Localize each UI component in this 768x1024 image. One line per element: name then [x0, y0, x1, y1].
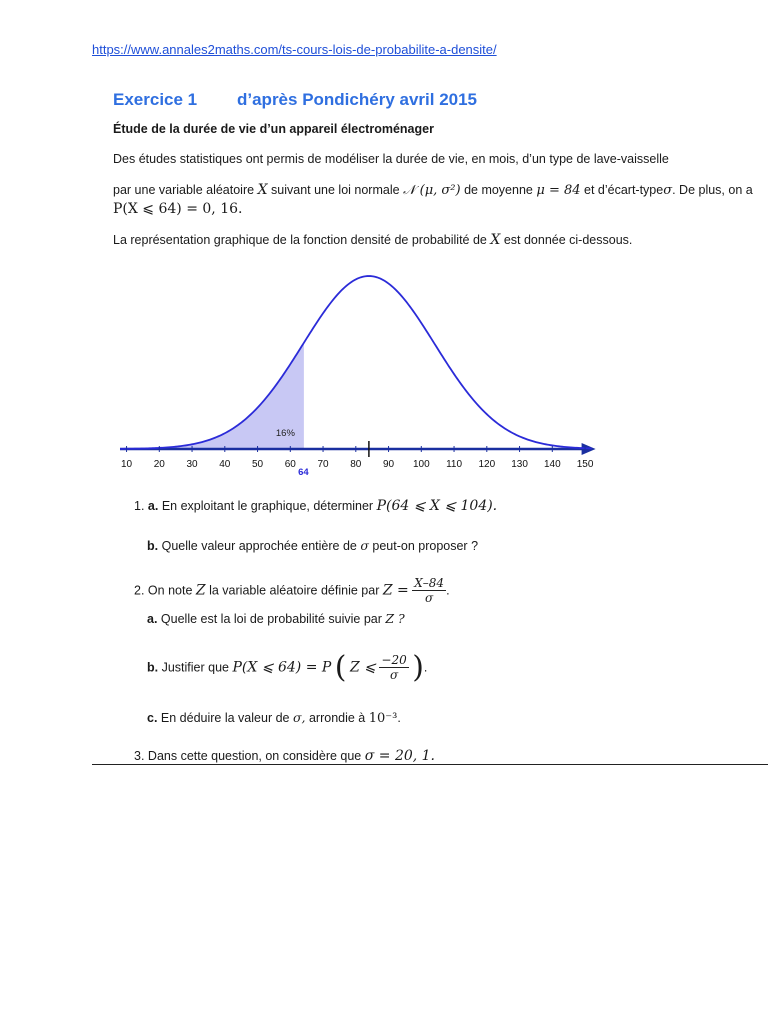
math-x: X [257, 182, 268, 198]
shaded-area-label: 16% [275, 428, 295, 439]
question-text: Quelle valeur approchée entière de [161, 539, 357, 553]
fraction-threshold [379, 653, 408, 682]
period: . [423, 660, 428, 675]
subquestion-letter: a. [147, 612, 158, 626]
intro-line-3: P(X ⩽ 64) = 0, 16. [113, 201, 243, 217]
subquestion-letter: b. [147, 539, 159, 553]
intro-line-2 [113, 182, 753, 198]
question-text: peut-on proposer ? [372, 539, 479, 553]
math-z: Z ? [385, 611, 405, 626]
density-curve [120, 276, 592, 449]
math-precision: 10⁻³ [368, 711, 398, 726]
math-sigma: σ [360, 538, 369, 553]
fraction-numerator: −20 [381, 653, 407, 667]
intro-text: de moyenne [464, 183, 533, 197]
exercise-source: d’après Pondichéry avril 2015 [237, 90, 478, 109]
x-tick-label: 10 [120, 459, 133, 470]
question-text: En exploitant le graphique, déterminer [161, 499, 374, 513]
x-tick-label: 70 [317, 459, 329, 470]
subquestion-letter: b. [147, 660, 159, 675]
fraction-numerator: X–84 [414, 576, 445, 590]
page-divider [92, 764, 768, 765]
intro-text: et d’écart-type [584, 183, 664, 197]
marker-label-64: 64 [298, 467, 309, 478]
math-probability: P(X ⩽ 64) = P [232, 659, 332, 676]
intro-text: suivant une loi normale [271, 183, 400, 197]
intro-text: est donnée ci-dessous. [503, 233, 633, 247]
x-tick-label: 40 [219, 459, 231, 470]
question-3 [134, 748, 435, 764]
x-tick-label: 80 [350, 459, 362, 470]
subquestion-letter: c. [147, 711, 158, 725]
math-normal-law: 𝒩 (μ, σ²) [403, 183, 461, 198]
math-sigma-value: σ = 20, 1. [364, 748, 436, 764]
question-text: On note [147, 583, 193, 598]
x-tick-label: 140 [543, 459, 561, 470]
question-text: arrondie à [308, 711, 366, 725]
math-sigma: σ [663, 183, 673, 198]
x-tick-label: 30 [186, 459, 198, 470]
source-link[interactable]: https://www.annales2maths.com/ts-cours-lois-de-probabilite-a-densite/ [92, 42, 497, 57]
x-tick-label: 110 [446, 459, 463, 470]
math-probability: P(64 ⩽ X ⩽ 104). [376, 498, 498, 514]
fraction-z [412, 576, 446, 605]
question-number: 1. [134, 499, 145, 513]
math-mu: μ = 84 [536, 183, 581, 198]
question-2a [147, 611, 405, 626]
intro-line-4 [113, 232, 632, 248]
question-text: En déduire la valeur de [160, 711, 290, 725]
question-text: la variable aléatoire définie par [209, 583, 380, 598]
fraction-denominator: σ [425, 591, 434, 605]
question-2c [147, 710, 401, 726]
question-2 [134, 576, 450, 605]
question-1b [147, 538, 478, 553]
math-sigma: σ, [292, 710, 306, 725]
question-text: Dans cette question, on considère que [147, 749, 362, 763]
x-tick-label: 60 [284, 459, 296, 470]
exercise-subtitle: Étude de la durée de vie d’un appareil électroménager [113, 122, 434, 136]
exercise-title: Exercice 1 [113, 90, 198, 109]
period: . [446, 583, 450, 598]
math-z-leq: Z ⩽ [349, 659, 376, 676]
x-tick-label: 130 [511, 459, 528, 470]
period: . [397, 711, 401, 725]
math-z-equals: Z = [382, 582, 409, 599]
x-tick-label: 50 [251, 459, 264, 470]
big-paren-left: ( [334, 650, 347, 685]
x-tick-label: 20 [153, 459, 165, 470]
density-chart [110, 262, 594, 482]
x-tick-label: 150 [576, 459, 594, 470]
intro-text: . De plus, on a [672, 183, 753, 197]
math-z: Z [195, 582, 206, 599]
question-2b [147, 650, 427, 685]
question-text: Justifier que [161, 660, 229, 675]
intro-line-1: Des études statistiques ont permis de modéliser la durée de vie, en mois, d’un type de lave-vaisselle [113, 152, 669, 166]
question-text: Quelle est la loi de probabilité suivie par [160, 612, 382, 626]
math-x: X [490, 232, 501, 248]
x-tick-label: 90 [382, 459, 395, 470]
x-tick-label: 120 [478, 459, 496, 470]
intro-text: par une variable aléatoire [113, 183, 255, 197]
x-tick-label: 100 [412, 459, 430, 470]
fraction-denominator: σ [389, 668, 399, 682]
question-1a [134, 498, 497, 514]
question-number: 3. [134, 749, 145, 763]
big-paren-right: ) [412, 650, 424, 685]
subquestion-letter: a. [147, 499, 159, 513]
question-number: 2. [134, 583, 145, 598]
intro-text: La représentation graphique de la fonction densité de probabilité de [113, 233, 487, 247]
